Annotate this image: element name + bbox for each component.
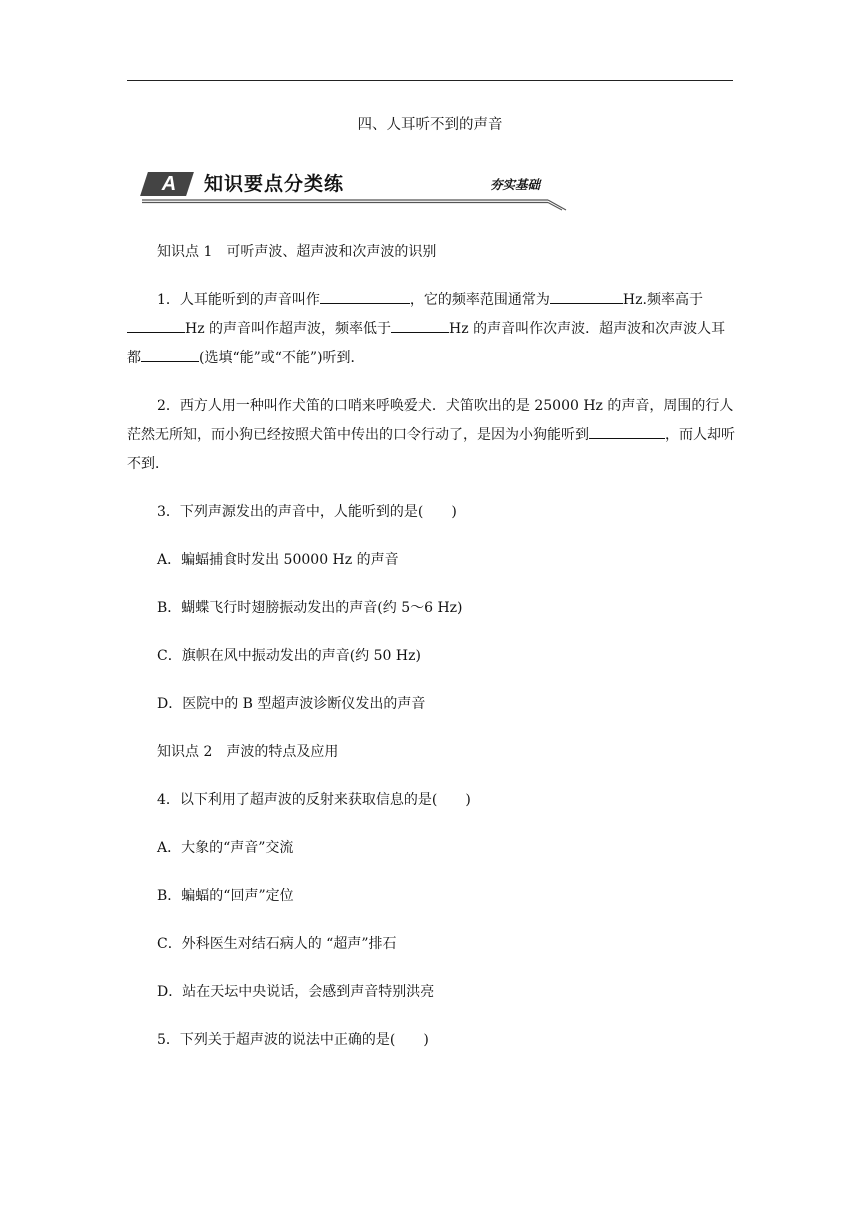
question-3-stem: 3．下列声源发出的声音中，人能听到的是( ) [157,504,457,520]
question-3-option-b: B．蝴蝶飞行时翅膀振动发出的声音(约 5～6 Hz) [157,600,463,616]
question-5-stem: 5．下列关于超声波的说法中正确的是( ) [157,1032,429,1048]
section-heading: 知识要点分类练 [204,173,345,195]
knowledge-point-2: 知识点 2 声波的特点及应用 [157,744,339,760]
question-1-text-c: Hz.频率高于 [622,292,703,308]
question-1-text-f: (选填“能”或“不能”)听到． [199,350,365,366]
section-tagline: 夯实基础 [490,177,541,192]
question-3-option-a: A．蝙蝠捕食时发出 50000 Hz 的声音 [157,552,399,568]
answer-blank[interactable] [391,316,449,333]
section-banner [140,166,570,212]
question-1-text-d: Hz 的声音叫作超声波，频率低于 [185,321,392,337]
question-4-option-a: A．大象的“声音”交流 [157,840,294,856]
answer-blank[interactable] [550,287,623,304]
exercise-content [127,238,737,1074]
question-2-text-a: 2．西方人用一种叫作犬笛的口哨来呼唤爱犬．犬笛吹出的是 25000 Hz 的声音，周围的行人茫然无所知，而小狗已经按照犬笛中传出的口令行动了，是因为小狗能听到 [127,398,734,443]
answer-blank[interactable] [127,316,185,333]
question-1-text-a: 1．人耳能听到的声音叫作 [157,292,320,308]
question-1-text-e: Hz 的声音叫作次声波．超声波和次声波人耳都 [127,321,726,366]
question-4-option-b: B．蝙蝠的“回声”定位 [157,888,294,904]
question-4-option-d: D．站在天坛中央说话，会感到声音特别洪亮 [157,984,435,1000]
section-badge-letter: A [161,173,177,195]
answer-blank[interactable] [141,345,199,362]
question-2-text-b: ，而人却听不到． [127,427,735,472]
question-3-option-c: C．旗帜在风中振动发出的声音(约 50 Hz) [157,648,421,664]
knowledge-point-1: 知识点 1 可听声波、超声波和次声波的识别 [157,244,437,260]
page-title: 四、人耳听不到的声音 [357,117,503,133]
question-3-option-d: D．医院中的 B 型超声波诊断仪发出的声音 [157,696,426,712]
answer-blank[interactable] [320,287,410,304]
question-2 [127,392,737,479]
question-1 [127,286,737,373]
question-4-stem: 4．以下利用了超声波的反射来获取信息的是( ) [157,792,471,808]
question-1-text-b: ，它的频率范围通常为 [409,292,550,308]
top-rule [127,80,733,81]
question-4-option-c: C．外科医生对结石病人的 “超声”排石 [157,936,397,952]
answer-blank[interactable] [589,422,665,439]
